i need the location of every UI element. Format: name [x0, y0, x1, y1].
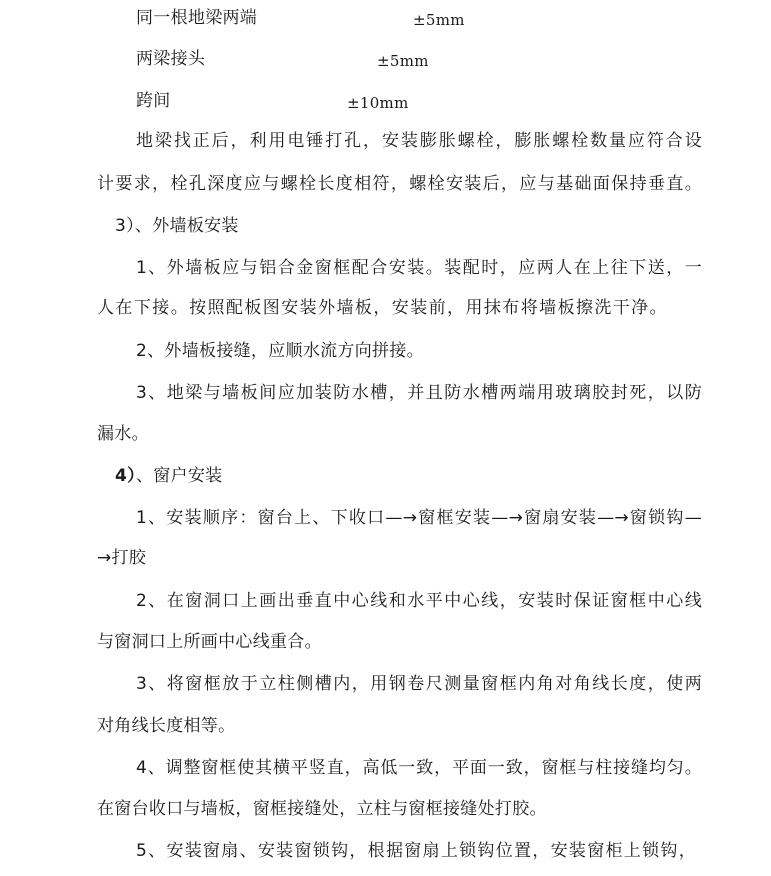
paragraph-line: 人在下接。按照配板图安装外墙板，安装前，用抹布将墙板擦洗干净。: [97, 298, 667, 318]
spec-tolerance: ±5mm: [413, 11, 465, 29]
section-heading: [115, 466, 222, 486]
paragraph-line: 1、外墙板应与铝合金窗框配合安装。装配时，应两人在上往下送，一: [136, 258, 702, 278]
paragraph-line: 5、安装窗扇、安装窗锁钩，根据窗扇上锁钩位置，安装窗柜上锁钩，: [136, 841, 696, 861]
paragraph-line: 1、安装顺序：窗台上、下收口—→窗框安装—→窗扇安装—→窗锁钩—: [136, 508, 702, 528]
paragraph-line: 在窗台收口与墙板，窗框接缝处，立柱与窗框接缝处打胶。: [97, 799, 547, 819]
paragraph-line: 3、将窗框放于立柱侧槽内，用钢卷尺测量窗框内角对角线长度，使两: [136, 674, 702, 694]
spec-name: 两梁接头: [136, 49, 206, 69]
paragraph-line: 2、外墙板接缝，应顺水流方向拼接。: [136, 341, 424, 361]
paragraph-line: 4、调整窗框使其横平竖直，高低一致，平面一致，窗框与柱接缝均匀。: [136, 758, 702, 778]
spec-tolerance: ±5mm: [377, 52, 429, 70]
paragraph-line: 2、在窗洞口上画出垂直中心线和水平中心线，安装时保证窗框中心线: [136, 591, 702, 611]
paragraph-line: 计要求，栓孔深度应与螺栓长度相符，螺栓安装后，应与基础面保持垂直。: [97, 174, 702, 194]
section-heading: 3）、外墙板安装: [115, 216, 239, 236]
section-title: 、窗户安装: [135, 466, 223, 486]
spec-name: 跨间: [136, 91, 171, 111]
paragraph-line: 漏水。: [97, 424, 149, 444]
section-number: 4）: [115, 466, 136, 486]
paragraph-line: →打胶: [97, 548, 147, 568]
paragraph-line: 与窗洞口上所画中心线重合。: [97, 632, 322, 652]
paragraph-line: 地梁找正后，利用电锤打孔，安装膨胀螺栓，膨胀螺栓数量应符合设: [136, 131, 702, 151]
spec-tolerance: ±10mm: [347, 94, 409, 112]
paragraph-line: 对角线长度相等。: [97, 716, 236, 736]
spec-name: 同一根地梁两端: [136, 8, 258, 28]
paragraph-line: 3、地梁与墙板间应加装防水槽，并且防水槽两端用玻璃胶封死，以防: [136, 383, 702, 403]
